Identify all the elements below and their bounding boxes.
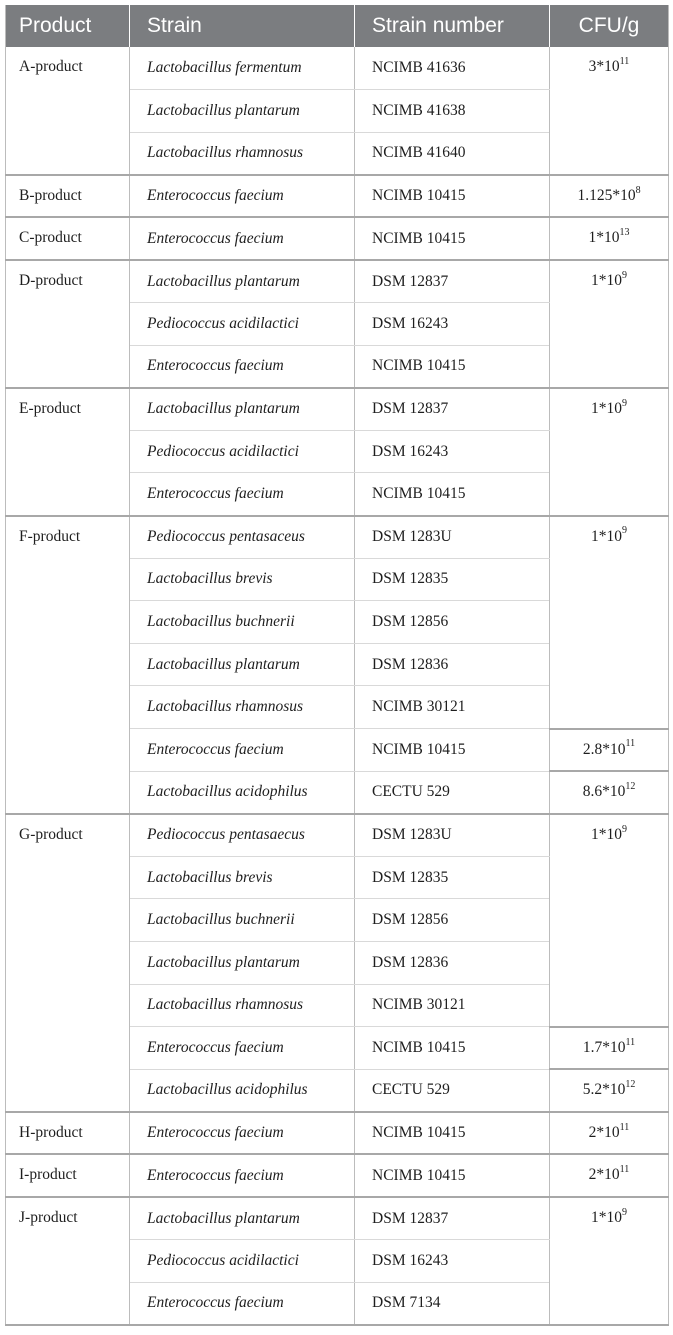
cfu-cell xyxy=(550,260,669,388)
cfu-exponent: 9 xyxy=(622,397,627,409)
strain-number-cell: DSM 12837 xyxy=(355,1197,550,1240)
strain-number-cell: NCIMB 10415 xyxy=(355,175,550,218)
table-row xyxy=(6,1154,669,1197)
cfu-cell xyxy=(550,47,669,175)
table-row xyxy=(6,388,669,431)
strain-number-cell: NCIMB 41640 xyxy=(355,132,550,175)
cfu-cell xyxy=(550,175,669,218)
strain-number-cell: NCIMB 10415 xyxy=(355,473,550,516)
cfu-exponent: 9 xyxy=(622,269,627,281)
strain-cell: Lactobacillus plantarum xyxy=(130,260,355,303)
cfu-exponent: 11 xyxy=(619,55,630,67)
strain-cell: Enterococcus faecium xyxy=(130,175,355,218)
cfu-base: 1*10 xyxy=(591,825,622,843)
strain-number-cell: DSM 1283U xyxy=(355,516,550,559)
table-row xyxy=(6,47,669,90)
strain-number-cell: DSM 12835 xyxy=(355,856,550,899)
strain-number-cell: NCIMB 10415 xyxy=(355,217,550,260)
cfu-cell xyxy=(550,729,669,772)
strain-cell: Enterococcus faecium xyxy=(130,473,355,516)
cfu-base: 2.8*10 xyxy=(582,740,626,758)
cfu-cell xyxy=(550,1154,669,1197)
product-cell: B-product xyxy=(6,175,130,218)
strain-number-cell: DSM 12856 xyxy=(355,899,550,942)
strain-number-cell: DSM 12856 xyxy=(355,601,550,644)
product-cell: A-product xyxy=(6,47,130,175)
strain-number-cell: NCIMB 10415 xyxy=(355,1027,550,1070)
product-cell: F-product xyxy=(6,516,130,814)
cfu-exponent: 11 xyxy=(619,1164,630,1176)
product-cell: G-product xyxy=(6,814,130,1112)
cfu-base: 1*10 xyxy=(591,399,622,417)
strain-cell: Lactobacillus brevis xyxy=(130,558,355,601)
product-cell: C-product xyxy=(6,217,130,260)
cfu-cell xyxy=(550,771,669,814)
cfu-exponent: 12 xyxy=(625,780,636,792)
strain-number-cell: DSM 16243 xyxy=(355,430,550,473)
cfu-exponent: 9 xyxy=(622,525,627,537)
cfu-exponent: 9 xyxy=(622,823,627,835)
strain-cell: Enterococcus faecium xyxy=(130,729,355,772)
cfu-exponent: 9 xyxy=(622,1206,627,1218)
strain-cell: Lactobacillus fermentum xyxy=(130,47,355,90)
strain-number-cell: DSM 16243 xyxy=(355,1240,550,1283)
cfu-exponent: 11 xyxy=(619,1121,630,1133)
cfu-base: 1.125*10 xyxy=(577,186,636,204)
strain-cell: Lactobacillus brevis xyxy=(130,856,355,899)
cfu-base: 1*10 xyxy=(591,1209,622,1227)
cfu-cell xyxy=(550,814,669,1027)
table-row xyxy=(6,1112,669,1155)
cfu-exponent: 11 xyxy=(625,1036,636,1048)
strain-number-cell: DSM 16243 xyxy=(355,303,550,346)
strain-number-cell: NCIMB 10415 xyxy=(355,1112,550,1155)
cfu-cell xyxy=(550,388,669,516)
strain-cell: Enterococcus faecium xyxy=(130,1112,355,1155)
cfu-base: 1*10 xyxy=(591,271,622,289)
cfu-base: 8.6*10 xyxy=(582,783,626,801)
table-row xyxy=(6,516,669,559)
cfu-base: 1*10 xyxy=(591,527,622,545)
strain-number-cell: CECTU 529 xyxy=(355,771,550,814)
strain-number-cell: NCIMB 10415 xyxy=(355,345,550,388)
cfu-cell xyxy=(550,1112,669,1155)
table-row xyxy=(6,175,669,218)
strain-cell: Lactobacillus plantarum xyxy=(130,1197,355,1240)
strain-number-cell: NCIMB 41638 xyxy=(355,90,550,133)
cfu-cell xyxy=(550,1069,669,1112)
header-product: Product xyxy=(6,5,130,47)
product-cell: I-product xyxy=(6,1154,130,1197)
cfu-exponent: 13 xyxy=(619,227,630,239)
cfu-base: 5.2*10 xyxy=(582,1081,626,1099)
product-cell: J-product xyxy=(6,1197,130,1325)
strain-cell: Lactobacillus plantarum xyxy=(130,643,355,686)
strain-cell: Lactobacillus plantarum xyxy=(130,90,355,133)
strain-cell: Lactobacillus acidophilus xyxy=(130,771,355,814)
cfu-cell xyxy=(550,516,669,729)
table-header xyxy=(6,5,669,47)
cfu-cell xyxy=(550,1197,669,1325)
strain-number-cell: CECTU 529 xyxy=(355,1069,550,1112)
strain-number-cell: DSM 7134 xyxy=(355,1282,550,1325)
cfu-base: 1*10 xyxy=(588,229,620,247)
strain-cell: Pediococcus acidilactici xyxy=(130,430,355,473)
cfu-exponent: 8 xyxy=(635,184,641,196)
cfu-base: 2*10 xyxy=(588,1166,620,1184)
table-row xyxy=(6,217,669,260)
strain-number-cell: DSM 12836 xyxy=(355,643,550,686)
strain-cell: Enterococcus faecium xyxy=(130,1154,355,1197)
table-row xyxy=(6,814,669,857)
header-cfu: CFU/g xyxy=(550,5,669,47)
strain-cell: Pediococcus pentasaecus xyxy=(130,814,355,857)
cfu-base: 2*10 xyxy=(588,1123,620,1141)
strain-cell: Enterococcus faecium xyxy=(130,1282,355,1325)
strain-cell: Lactobacillus rhamnosus xyxy=(130,686,355,729)
strain-cell: Lactobacillus rhamnosus xyxy=(130,132,355,175)
strain-number-cell: DSM 12835 xyxy=(355,558,550,601)
strain-number-cell: DSM 12837 xyxy=(355,388,550,431)
strain-cell: Enterococcus faecium xyxy=(130,217,355,260)
probiotic-strains-table xyxy=(5,5,669,1326)
header-row xyxy=(6,5,669,47)
product-cell: D-product xyxy=(6,260,130,388)
strain-number-cell: NCIMB 10415 xyxy=(355,729,550,772)
cfu-cell xyxy=(550,217,669,260)
strain-cell: Lactobacillus rhamnosus xyxy=(130,984,355,1027)
strain-cell: Lactobacillus plantarum xyxy=(130,388,355,431)
cfu-exponent: 11 xyxy=(625,738,636,750)
strain-cell: Lactobacillus buchnerii xyxy=(130,601,355,644)
table-row xyxy=(6,1197,669,1240)
strain-number-cell: NCIMB 30121 xyxy=(355,984,550,1027)
table-body xyxy=(6,47,669,1325)
strain-cell: Lactobacillus acidophilus xyxy=(130,1069,355,1112)
cfu-exponent: 12 xyxy=(625,1079,636,1091)
strain-cell: Lactobacillus buchnerii xyxy=(130,899,355,942)
strain-number-cell: NCIMB 30121 xyxy=(355,686,550,729)
cfu-cell xyxy=(550,1027,669,1070)
strain-number-cell: DSM 12837 xyxy=(355,260,550,303)
strain-cell: Pediococcus acidilactici xyxy=(130,1240,355,1283)
strain-cell: Pediococcus acidilactici xyxy=(130,303,355,346)
header-strain-number: Strain number xyxy=(355,5,550,47)
product-cell: E-product xyxy=(6,388,130,516)
strain-number-cell: NCIMB 41636 xyxy=(355,47,550,90)
cfu-base: 1.7*10 xyxy=(582,1038,626,1056)
product-cell: H-product xyxy=(6,1112,130,1155)
strain-number-cell: DSM 12836 xyxy=(355,941,550,984)
strain-cell: Lactobacillus plantarum xyxy=(130,941,355,984)
strain-number-cell: DSM 1283U xyxy=(355,814,550,857)
strain-number-cell: NCIMB 10415 xyxy=(355,1154,550,1197)
strain-cell: Pediococcus pentasaceus xyxy=(130,516,355,559)
table-row xyxy=(6,260,669,303)
strain-cell: Enterococcus faecium xyxy=(130,1027,355,1070)
header-strain: Strain xyxy=(130,5,355,47)
cfu-base: 3*10 xyxy=(588,58,620,75)
strain-cell: Enterococcus faecium xyxy=(130,345,355,388)
